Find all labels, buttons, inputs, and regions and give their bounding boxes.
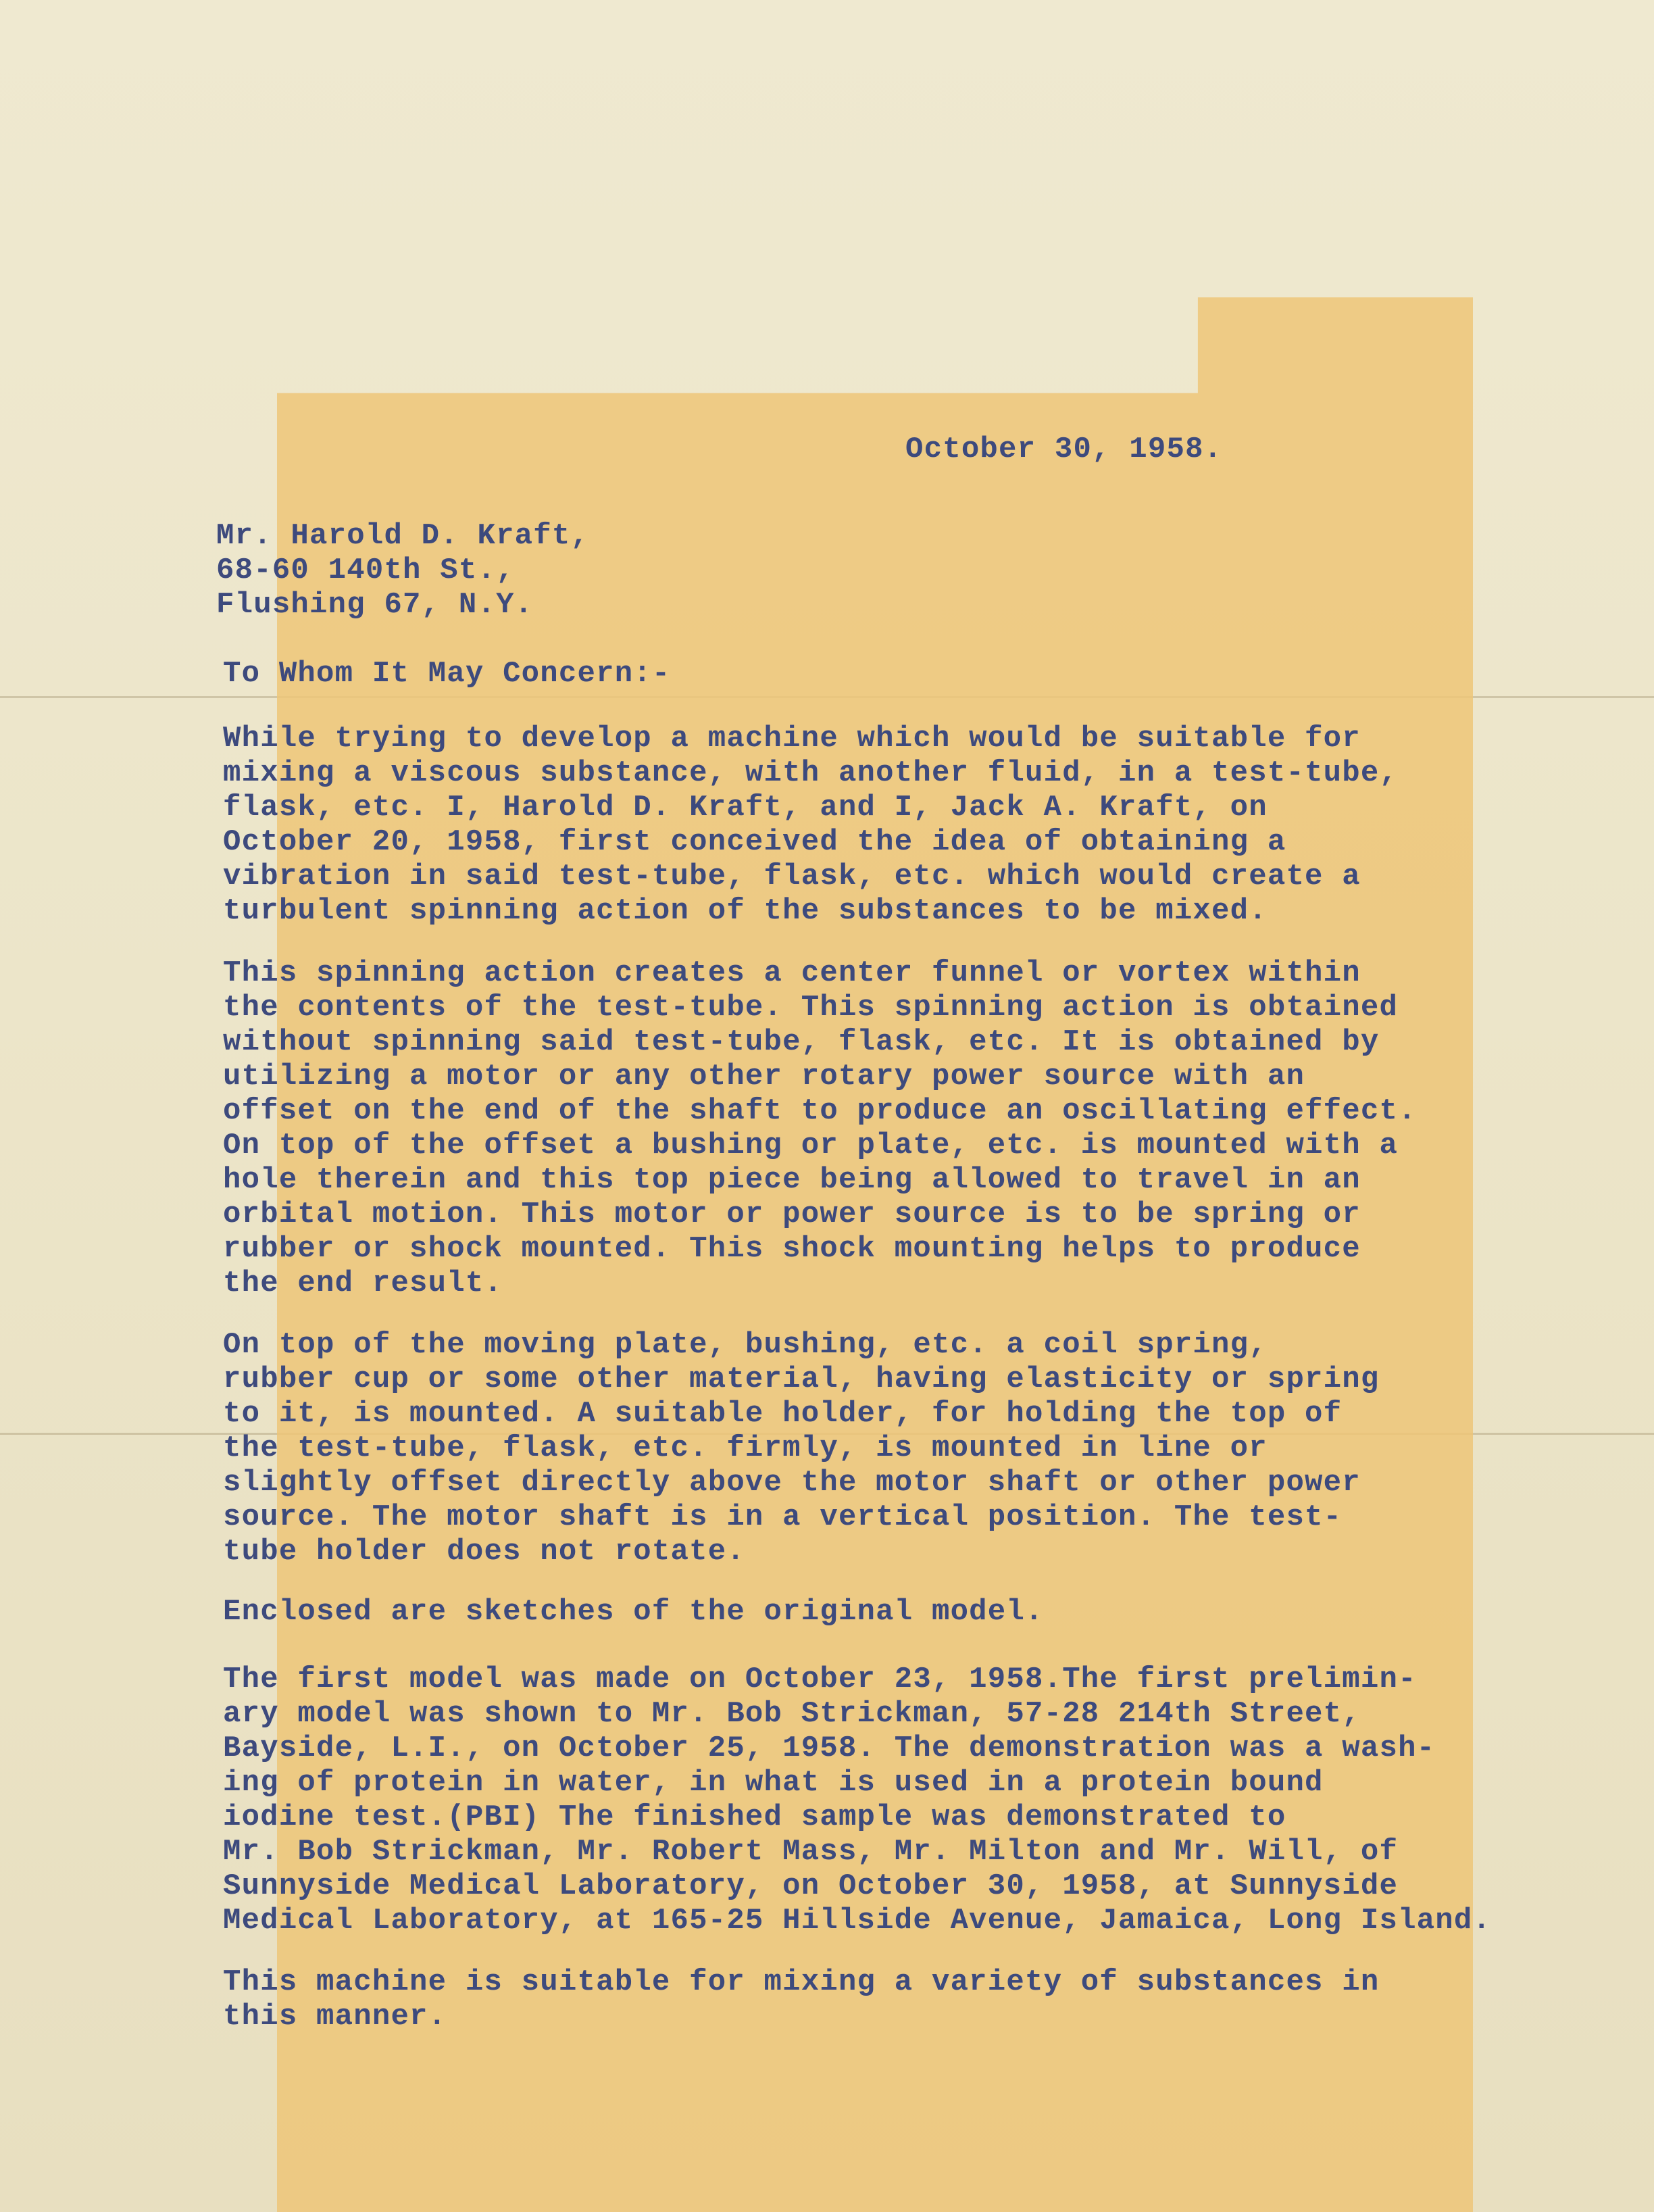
text-line: the contents of the test-tube. This spinning action is obtained bbox=[223, 991, 1399, 1025]
recipient-address bbox=[216, 519, 589, 622]
text-line: The first model was made on October 23, 1958.The first prelimin- bbox=[223, 1663, 1417, 1696]
text-line: to it, is mounted. A suitable holder, for holding the top of bbox=[223, 1397, 1343, 1431]
text-line: This spinning action creates a center funnel or vortex within bbox=[223, 956, 1361, 990]
text-line: rubber cup or some other material, having elasticity or spring bbox=[223, 1362, 1380, 1396]
text-line: vibration in said test-tube, flask, etc. which would create a bbox=[223, 860, 1361, 893]
text-line: ary model was shown to Mr. Bob Strickman, 57-28 214th Street, bbox=[223, 1697, 1361, 1731]
text-line: rubber or shock mounted. This shock mounting helps to produce bbox=[223, 1232, 1361, 1266]
text-line: iodine test.(PBI) The finished sample was demonstrated to bbox=[223, 1800, 1286, 1834]
text-line: Bayside, L.I., on October 25, 1958. The demonstration was a wash- bbox=[223, 1731, 1436, 1765]
paragraph bbox=[223, 956, 1417, 1301]
text-line: turbulent spinning action of the substances to be mixed. bbox=[223, 894, 1268, 928]
text-line: mixing a viscous substance, with another fluid, in a test-tube, bbox=[223, 756, 1399, 790]
text-line: utilizing a motor or any other rotary power source with an bbox=[223, 1060, 1305, 1093]
paragraph bbox=[223, 722, 1398, 929]
text-line: October 20, 1958, first conceived the idea of obtaining a bbox=[223, 825, 1286, 859]
paragraph bbox=[223, 1965, 1379, 2034]
text-line: tube holder does not rotate. bbox=[223, 1535, 745, 1569]
text-line: the end result. bbox=[223, 1267, 503, 1300]
salutation: To Whom It May Concern:- bbox=[223, 657, 671, 691]
text-line: Sunnyside Medical Laboratory, on October 30, 1958, at Sunnyside bbox=[223, 1869, 1399, 1903]
text-line: without spinning said test-tube, flask, etc. It is obtained by bbox=[223, 1025, 1380, 1059]
text-line: On top of the offset a bushing or plate, etc. is mounted with a bbox=[223, 1129, 1399, 1162]
letter-date: October 30, 1958. bbox=[905, 433, 1223, 466]
text-line: flask, etc. I, Harold D. Kraft, and I, Jack A. Kraft, on bbox=[223, 791, 1268, 825]
text-line: This machine is suitable for mixing a variety of substances in bbox=[223, 1965, 1380, 1999]
text-line: Mr. Bob Strickman, Mr. Robert Mass, Mr. Milton and Mr. Will, of bbox=[223, 1835, 1399, 1869]
text-line: Enclosed are sketches of the original model. bbox=[223, 1595, 1044, 1629]
text-line: ing of protein in water, in what is used in a protein bound bbox=[223, 1766, 1324, 1800]
text-line: the test-tube, flask, etc. firmly, is mounted in line or bbox=[223, 1431, 1268, 1465]
text-line: offset on the end of the shaft to produce an oscillating effect. bbox=[223, 1094, 1417, 1128]
text-line: Medical Laboratory, at 165-25 Hillside Avenue, Jamaica, Long Island. bbox=[223, 1904, 1492, 1938]
text-line: While trying to develop a machine which would be suitable for bbox=[223, 722, 1361, 756]
paragraph bbox=[223, 1328, 1379, 1569]
text-line: slightly offset directly above the motor shaft or other power bbox=[223, 1466, 1361, 1500]
text-line: hole therein and this top piece being allowed to travel in an bbox=[223, 1163, 1361, 1197]
paragraph bbox=[223, 1663, 1491, 1938]
text-line: source. The motor shaft is in a vertical position. The test- bbox=[223, 1500, 1343, 1534]
text-line: this manner. bbox=[223, 2000, 447, 2034]
address-line: Flushing 67, N.Y. bbox=[216, 588, 534, 622]
address-line: 68-60 140th St., bbox=[216, 554, 515, 587]
paragraph bbox=[223, 1595, 1044, 1629]
text-line: On top of the moving plate, bushing, etc. a coil spring, bbox=[223, 1328, 1268, 1362]
address-line: Mr. Harold D. Kraft, bbox=[216, 519, 590, 553]
text-line: orbital motion. This motor or power source is to be spring or bbox=[223, 1198, 1361, 1231]
